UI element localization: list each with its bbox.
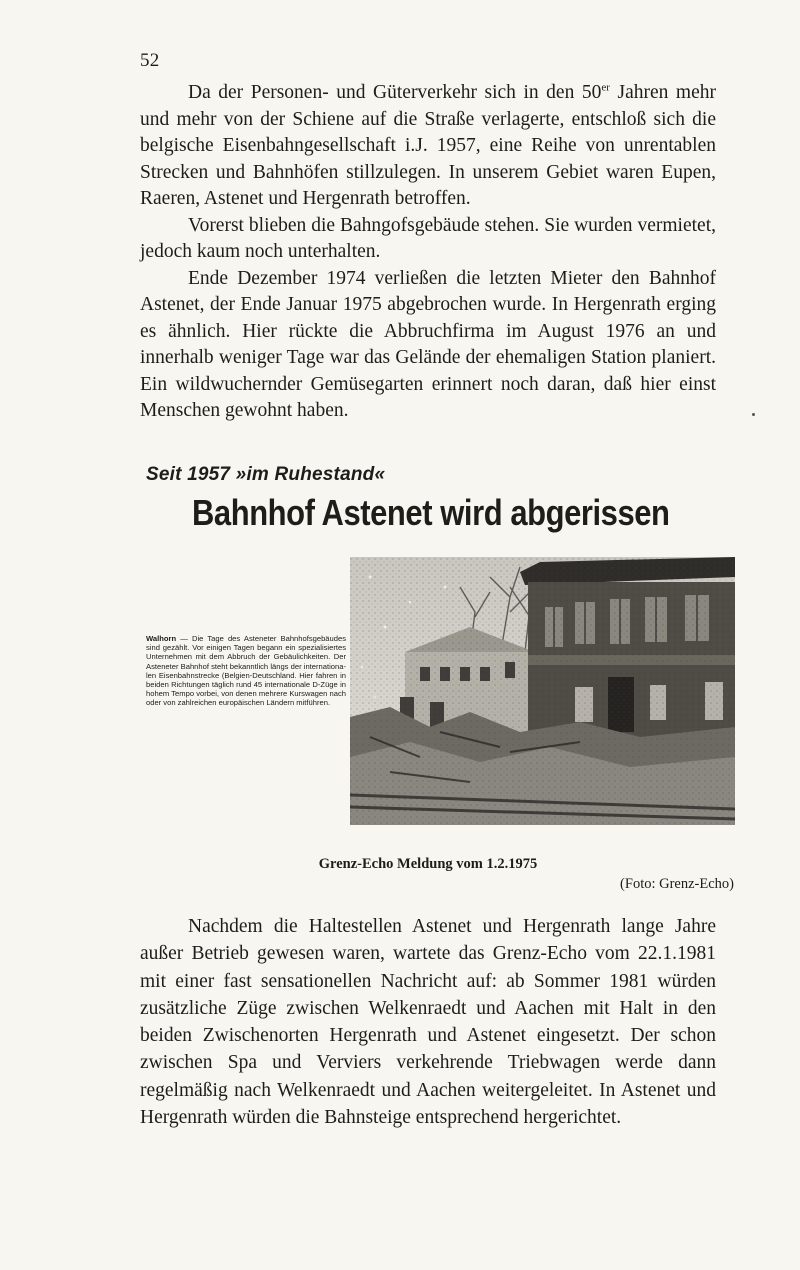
photo-caption: Grenz-Echo Meldung vom 1.2.1975: [318, 856, 538, 872]
paragraph: Ende Dezember 1974 verließen die letzten Mieter den Bahnhof Astenet, der Ende Januar 1975 abgebrochen wurde. In Hergenrath erging es ähnlich. Hier rückte die Abbruchfirma im August 1976 an und innerhalb weniger Tage war das Gelände der ehemaligen Station planiert. Ein wildwuchernder Gemüsegarten erinnert noch daran, daß hier einst Menschen gewohnt haben.: [140, 267, 716, 421]
station-photo: [350, 557, 735, 825]
paragraph: Vorerst blieben die Bahngofsgebäude stehen. Sie wurden vermietet, jedoch kaum noch unterhalten.: [140, 214, 716, 262]
clipping-place: Walhorn: [146, 634, 177, 643]
clipping-article: [146, 634, 346, 708]
paragraph-text: Da der Personen- und Güterverkehr sich in den 50: [188, 82, 602, 103]
paper-speck: [752, 413, 755, 416]
bottom-text-block: [140, 913, 716, 1131]
paragraph-text: Jahren mehr und mehr von der Schiene auf die Straße verlagerte, entschloß sich die belgische Eisenbahngesellschaft i.J. 1957, eine Reihe von unrentablen Strecken und Bahnhöfen stillzulegen. In unserem Gebiet waren Eupen, Raeren, Astenet und Hergenrath betroffen.: [140, 82, 716, 209]
photo-credit: (Foto: Grenz-Echo): [620, 876, 734, 892]
paragraph: [140, 80, 716, 213]
station-photo-image: [350, 557, 735, 825]
superscript: er: [601, 81, 610, 94]
top-text-block: [140, 80, 716, 425]
page-number: 52: [140, 50, 160, 71]
clipping-article-text: — Die Tage des Asteneter Bahnhofsgebäudes sind gezählt. Vor einigen Tagen begann ein spezialisiertes Unternehmen mit dem Abbruch der Gebäulichkeiten. Der Asteneter Bahnhof steht bekanntlich längs der internationalen Eisenbahnstrecke (Belgien-Deutschland. Hier fahren in beiden Richtungen täglich rund 45 internationale D-Züge in hohem Tempo vorbei, von denen mehrere Kurswagen nach oder von zahlreichen europäischen Ländern mitführen.: [146, 634, 346, 708]
clipping-headline: Bahnhof Astenet wird abgerissen: [192, 492, 670, 533]
clipping-kicker: Seit 1957 »im Ruhestand«: [146, 464, 386, 485]
paragraph: Nachdem die Haltestellen Astenet und Hergenrath lange Jahre außer Betrieb gewesen waren, wartete das Grenz-Echo vom 22.1.1981 mit einer fast sensationellen Nachricht auf: ab Sommer 1981 würden zusätzliche Züge zwischen Welkenraedt und Aachen mit Halt in den beiden Zwischenorten Hergenrath und Astenet eingesetzt. Der schon zwischen Spa und Verviers verkehrende Triebwagen werde dann regelmäßig nach Welkenraedt und Aachen weitergeleitet. In Astenet und Hergenrath würden die Bahnsteige entsprechend hergerichtet.: [140, 916, 716, 1129]
